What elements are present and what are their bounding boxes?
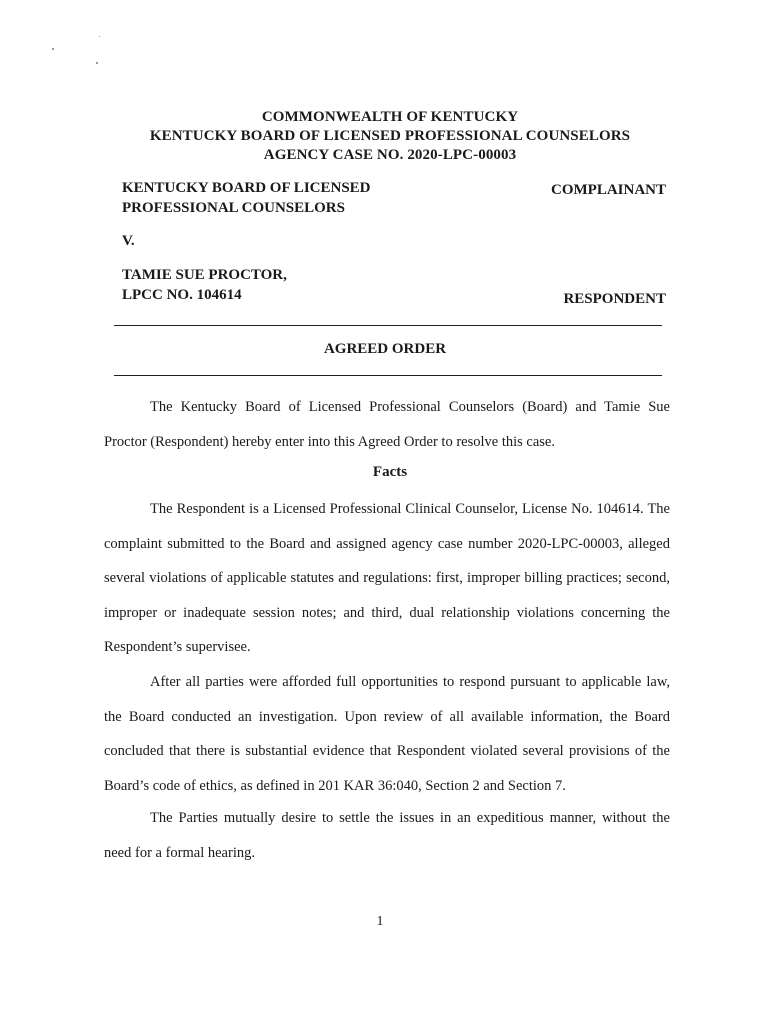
complainant-name — [122, 178, 371, 218]
complainant-role: COMPLAINANT — [551, 182, 666, 198]
complainant-name-line1: KENTUCKY BOARD OF LICENSED — [122, 180, 371, 196]
facts-paragraph-2: After all parties were afforded full opportunities to respond pursuant to applicable law, the Board conducted an investigation. Upon review of all available information, the Board concluded that there is substantial evidence that Respondent violated several provisions of the Board’s code of ethics, as defined in 201 KAR 36:040, Section 2 and Section 7. — [104, 674, 670, 794]
versus-label: V. — [122, 233, 135, 249]
divider-top — [114, 325, 662, 326]
scan-speck — [99, 36, 100, 37]
scan-speck — [52, 48, 54, 50]
facts-heading: Facts — [372, 464, 408, 480]
respondent-name — [122, 265, 287, 305]
scan-speck — [96, 62, 98, 64]
respondent-name-line1: TAMIE SUE PROCTOR, — [122, 267, 287, 283]
intro-paragraph: The Kentucky Board of Licensed Professional Counselors (Board) and Tamie Sue Proctor (Respondent) hereby enter into this Agreed Order to resolve this case. — [104, 399, 670, 450]
header-case-number: AGENCY CASE NO. 2020-LPC-00003 — [263, 147, 517, 163]
facts-paragraph-1: The Respondent is a Licensed Professional Clinical Counselor, License No. 104614. The complaint submitted to the Board and assigned agency case number 2020-LPC-00003, alleged several violations of applicable statutes and regulations: first, improper billing practices; second, improper or inadequate session notes; and third, dual relationship violations concerning the Respondent’s supervisee. — [104, 501, 670, 655]
respondent-role: RESPONDENT — [563, 291, 666, 307]
facts-paragraph-3: The Parties mutually desire to settle the issues in an expeditious manner, without the need for a formal hearing. — [104, 810, 670, 861]
page-number: 1 — [376, 914, 384, 929]
divider-bottom — [114, 375, 662, 376]
header-board: KENTUCKY BOARD OF LICENSED PROFESSIONAL COUNSELORS — [149, 128, 631, 144]
complainant-name-line2: PROFESSIONAL COUNSELORS — [122, 200, 345, 216]
document-header — [0, 108, 770, 165]
respondent-name-line2: LPCC NO. 104614 — [122, 287, 242, 303]
document-title: AGREED ORDER — [323, 341, 447, 357]
header-commonwealth: COMMONWEALTH OF KENTUCKY — [261, 109, 519, 125]
